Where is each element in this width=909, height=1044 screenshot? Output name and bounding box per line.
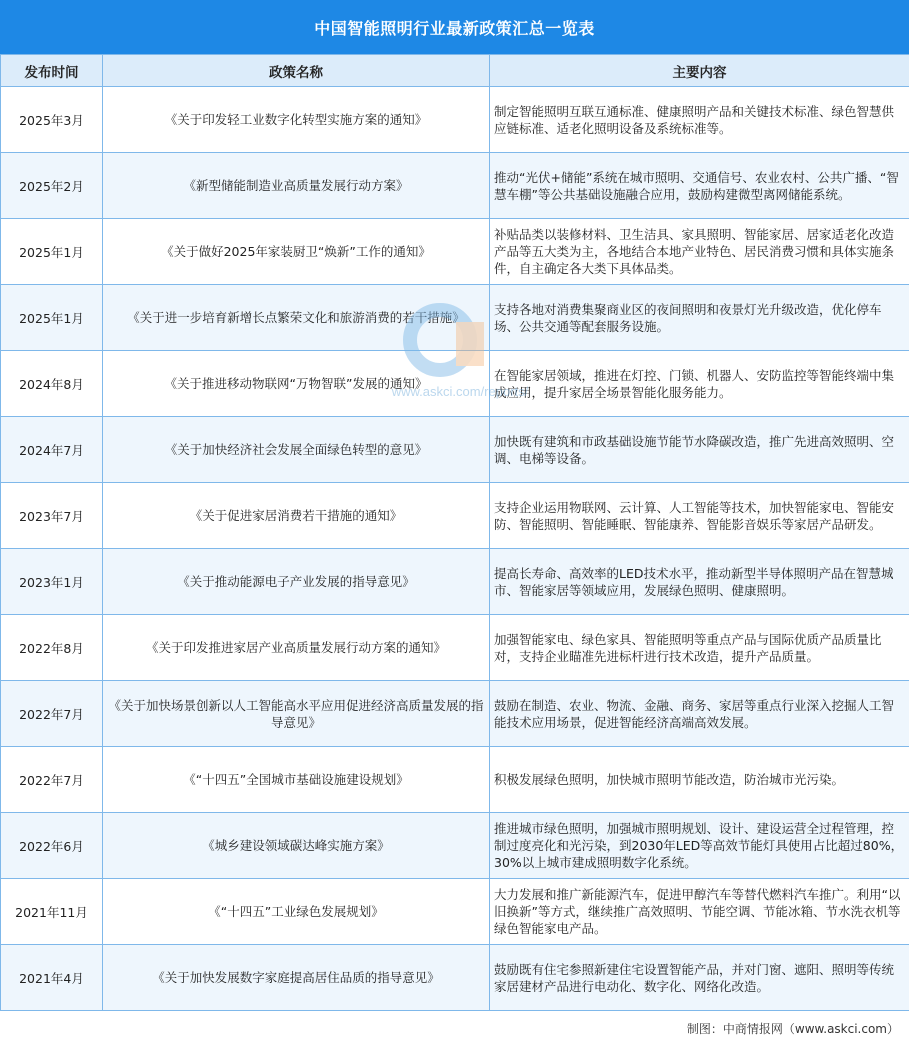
row-content: 推进城市绿色照明，加强城市照明规划、设计、建设运营全过程管理，控制过度亮化和光污染，到2030年LED等高效节能灯具使用占比超过80%，30%以上城市建成照明数字化系统。	[490, 813, 909, 879]
row-date: 2022年8月	[1, 615, 103, 681]
source-footer: 制图：中商情报网（www.askci.com）	[686, 1022, 899, 1036]
header-row	[1, 55, 909, 87]
row-content: 在智能家居领域，推进在灯控、门锁、机器人、安防监控等智能终端中集成应用，提升家居全场景智能化服务能力。	[490, 351, 909, 417]
row-date: 2025年1月	[1, 285, 103, 351]
row-content: 支持各地对消费集聚商业区的夜间照明和夜景灯光升级改造，优化停车场、公共交通等配套服务设施。	[490, 285, 909, 351]
table-row	[1, 219, 909, 285]
table-row	[1, 681, 909, 747]
row-policy-name: 《关于加快发展数字家庭提高居住品质的指导意见》	[103, 945, 490, 1011]
row-policy-name: 《关于进一步培育新增长点繁荣文化和旅游消费的若干措施》	[103, 285, 490, 351]
row-content: 积极发展绿色照明，加快城市照明节能改造，防治城市光污染。	[490, 747, 909, 813]
row-policy-name: 《关于推进移动物联网“万物智联”发展的通知》	[103, 351, 490, 417]
table-row	[1, 813, 909, 879]
watermark-url: www.askci.com/reports/	[391, 384, 529, 399]
table-row	[1, 945, 909, 1011]
row-date: 2025年3月	[1, 87, 103, 153]
row-policy-name: 《城乡建设领域碳达峰实施方案》	[103, 813, 490, 879]
row-content: 鼓励在制造、农业、物流、金融、商务、家居等重点行业深入挖掘人工智能技术应用场景，促进智能经济高端高效发展。	[490, 681, 909, 747]
table-row	[1, 285, 909, 351]
table-title: 中国智能照明行业最新政策汇总一览表	[0, 0, 909, 54]
row-content: 支持企业运用物联网、云计算、人工智能等技术，加快智能家电、智能安防、智能照明、智能睡眠、智能康养、智能影音娱乐等家居产品研发。	[490, 483, 909, 549]
row-policy-name: 《关于印发推进家居产业高质量发展行动方案的通知》	[103, 615, 490, 681]
column-header-policy-name: 政策名称	[103, 55, 490, 87]
row-date: 2025年2月	[1, 153, 103, 219]
table-row	[1, 87, 909, 153]
row-content: 提高长寿命、高效率的LED技术水平，推动新型半导体照明产品在智慧城市、智能家居等领域应用，发展绿色照明、健康照明。	[490, 549, 909, 615]
row-content: 大力发展和推广新能源汽车，促进甲醇汽车等替代燃料汽车推广。利用“以旧换新”等方式，继续推广高效照明、节能空调、节能冰箱、节水洗衣机等绿色智能家电产品。	[490, 879, 909, 945]
row-date: 2022年7月	[1, 747, 103, 813]
row-content: 鼓励既有住宅参照新建住宅设置智能产品，并对门窗、遮阳、照明等传统家居建材产品进行电动化、数字化、网络化改造。	[490, 945, 909, 1011]
row-date: 2024年8月	[1, 351, 103, 417]
row-policy-name: 《关于印发轻工业数字化转型实施方案的通知》	[103, 87, 490, 153]
row-content: 制定智能照明互联互通标准、健康照明产品和关键技术标准、绿色智慧供应链标准、适老化照明设备及系统标准等。	[490, 87, 909, 153]
row-date: 2025年1月	[1, 219, 103, 285]
policy-table	[0, 54, 909, 1011]
row-content: 补贴品类以装修材料、卫生洁具、家具照明、智能家居、居家适老化改造产品等五大类为主，各地结合本地产业特色、居民消费习惯和具体实施条件，自主确定各大类下具体品类。	[490, 219, 909, 285]
row-date: 2024年7月	[1, 417, 103, 483]
row-date: 2023年1月	[1, 549, 103, 615]
row-policy-name: 《关于做好2025年家装厨卫“焕新”工作的通知》	[103, 219, 490, 285]
column-header-content: 主要内容	[490, 55, 909, 87]
row-date: 2021年4月	[1, 945, 103, 1011]
row-policy-name: 《关于推动能源电子产业发展的指导意见》	[103, 549, 490, 615]
table-row	[1, 747, 909, 813]
table-row	[1, 351, 909, 417]
row-date: 2022年7月	[1, 681, 103, 747]
row-policy-name: 《“十四五”工业绿色发展规划》	[103, 879, 490, 945]
row-policy-name: 《关于加快场景创新以人工智能高水平应用促进经济高质量发展的指导意见》	[103, 681, 490, 747]
row-date: 2021年11月	[1, 879, 103, 945]
table-row	[1, 879, 909, 945]
row-content: 加快既有建筑和市政基础设施节能节水降碳改造，推广先进高效照明、空调、电梯等设备。	[490, 417, 909, 483]
table-row	[1, 483, 909, 549]
table-row	[1, 549, 909, 615]
table-row	[1, 153, 909, 219]
row-policy-name: 《关于加快经济社会发展全面绿色转型的意见》	[103, 417, 490, 483]
row-date: 2023年7月	[1, 483, 103, 549]
row-content: 加强智能家电、绿色家具、智能照明等重点产品与国际优质产品质量比对，支持企业瞄准先进标杆进行技术改造，提升产品质量。	[490, 615, 909, 681]
table-row	[1, 615, 909, 681]
table-row	[1, 417, 909, 483]
row-policy-name: 《新型储能制造业高质量发展行动方案》	[103, 153, 490, 219]
column-header-date: 发布时间	[1, 55, 103, 87]
row-date: 2022年6月	[1, 813, 103, 879]
row-content: 推动“光伏+储能”系统在城市照明、交通信号、农业农村、公共广播、“智慧车棚”等公共基础设施融合应用，鼓励构建微型离网储能系统。	[490, 153, 909, 219]
row-policy-name: 《关于促进家居消费若干措施的通知》	[103, 483, 490, 549]
row-policy-name: 《“十四五”全国城市基础设施建设规划》	[103, 747, 490, 813]
